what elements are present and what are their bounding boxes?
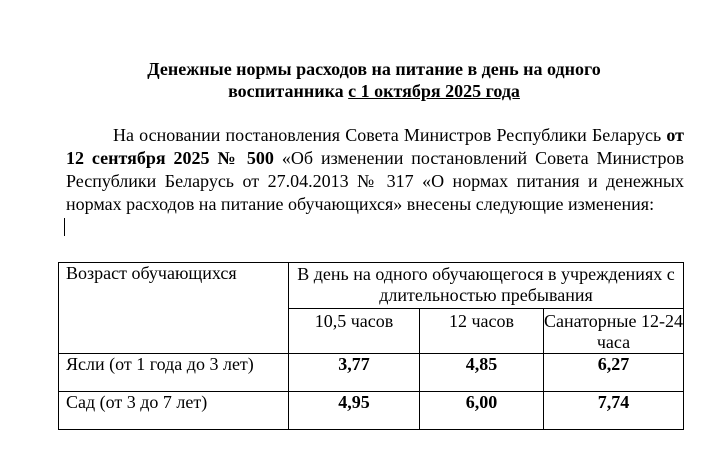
header-group-duration: В день на одного обучающегося в учреждениях с длительностью пребывания — [289, 263, 684, 309]
paragraph-bold-resolution: от 12 сентября 2025 № 500 — [66, 125, 684, 168]
title-line-2 — [0, 80, 724, 102]
table-header-row — [59, 263, 684, 309]
header-age-column: Возраст обучающихся — [59, 263, 289, 354]
document-title — [0, 58, 724, 102]
row-age-nursery: Ясли (от 1 года до 3 лет) — [59, 354, 289, 392]
cell-value: 3,77 — [289, 354, 420, 392]
cell-value: 4,85 — [420, 354, 544, 392]
norms-table — [58, 262, 684, 430]
cell-value: 4,95 — [289, 392, 420, 430]
subheader-12-hours: 12 часов — [420, 309, 544, 354]
text-cursor — [64, 218, 65, 236]
cell-value: 6,00 — [420, 392, 544, 430]
paragraph-text-1: На основании постановления Совета Министров Республики Беларусь — [113, 125, 667, 145]
cell-value: 7,74 — [544, 392, 684, 430]
paragraph-text-2: «Об изменении постановлений Совета Министров Республики Беларусь от 27.04.2013 № 317 «О нормах питания и денежных нормах расходов на питание обучающихся» внесены следующие изменения: — [66, 148, 684, 214]
title-line-1: Денежные нормы расходов на питание в день на одного — [147, 59, 601, 79]
table-row — [59, 392, 684, 430]
subheader-sanatorium: Санаторные 12-24 часа — [544, 309, 684, 354]
subheader-10-5-hours: 10,5 часов — [289, 309, 420, 354]
intro-paragraph — [66, 124, 684, 216]
title-date-underlined: с 1 октября 2025 года — [348, 81, 520, 101]
title-line-2-text: воспитанника — [228, 81, 349, 101]
cell-value: 6,27 — [544, 354, 684, 392]
row-age-kindergarten: Сад (от 3 до 7 лет) — [59, 392, 289, 430]
table-row — [59, 354, 684, 392]
